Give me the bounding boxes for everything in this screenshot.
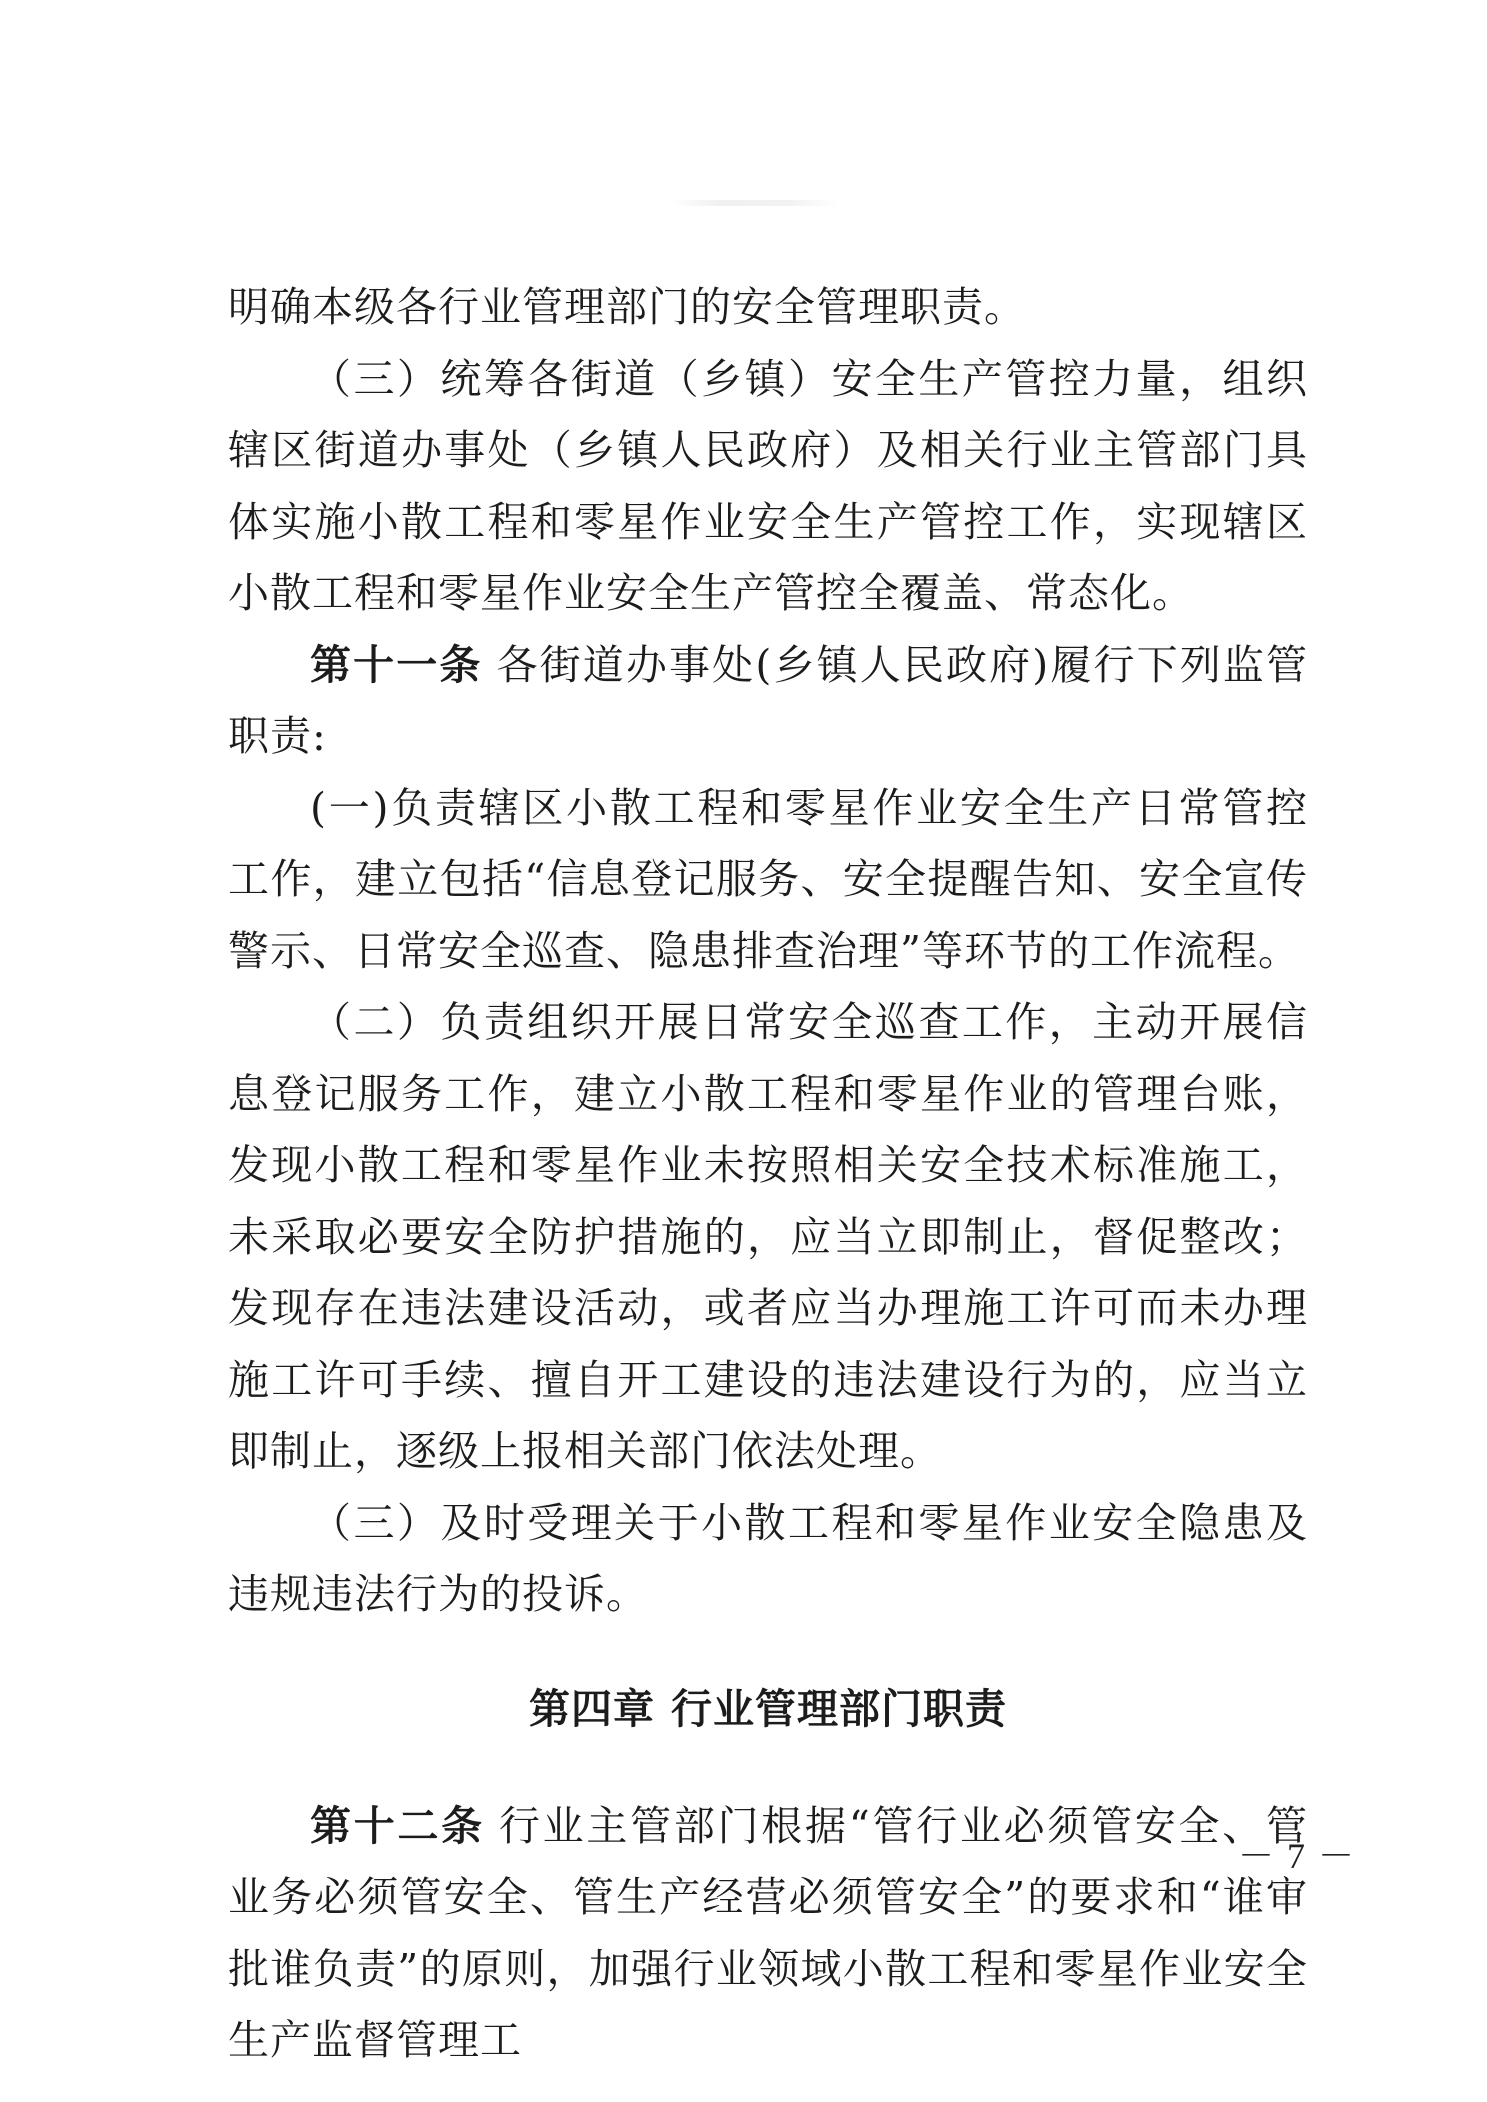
article-label: 第十二条 [310, 1801, 485, 1850]
page-number: － 7 － [1238, 1836, 1357, 1876]
scan-artifact [670, 200, 840, 206]
paragraph-text: （二）负责组织开展日常安全巡查工作，主动开展信息登记服务工作，建立小散工程和零星作业的管理台账，发现小散工程和零星作业未按照相关安全技术标准施工，未采取必要安全防护措施的，应当立即制止，督促整改；发现存在违法建设活动，或者应当办理施工许可而未办理施工许可手续、擅自开工建设的违法建设行为的，应当立即制止，逐级上报相关部门依法处理。 [228, 998, 1308, 1475]
document-body [228, 272, 1308, 2077]
chapter-title: 行业管理部门职责 [671, 1684, 1007, 1733]
paragraph-item-3b [228, 1488, 1308, 1631]
paragraph-item-3 [228, 344, 1308, 630]
paragraph-text: （三）及时受理关于小散工程和零星作业安全隐患及违规违法行为的投诉。 [228, 1498, 1308, 1618]
article-text: 行业主管部门根据“管行业必须管安全、管业务必须管安全、管生产经营必须管安全”的要求和“谁审批谁负责”的原则，加强行业领域小散工程和零星作业安全生产监督管理工 [228, 1801, 1308, 2064]
paragraph-item-1 [228, 773, 1308, 988]
chapter-heading [228, 1679, 1308, 1739]
paragraph-text: （三）统筹各街道（乡镇）安全生产管控力量，组织辖区街道办事处（乡镇人民政府）及相关行业主管部门具体实施小散工程和零星作业安全生产管控工作，实现辖区小散工程和零星作业安全生产管控全覆盖、常态化。 [228, 354, 1308, 617]
paragraph-text: (一)负责辖区小散工程和零星作业安全生产日常管控工作，建立包括“信息登记服务、安全提醒告知、安全宣传警示、日常安全巡查、隐患排查治理”等环节的工作流程。 [228, 783, 1308, 975]
opening-line: 明确本级各行业管理部门的安全管理职责。 [228, 283, 1026, 331]
article-text: 各街道办事处(乡镇人民政府)履行下列监管职责: [228, 640, 1308, 760]
chapter-number: 第四章 [529, 1684, 655, 1733]
article-11 [228, 630, 1308, 773]
paragraph-item-2 [228, 987, 1308, 1488]
article-12 [228, 1791, 1308, 2077]
article-label: 第十一条 [310, 640, 483, 689]
